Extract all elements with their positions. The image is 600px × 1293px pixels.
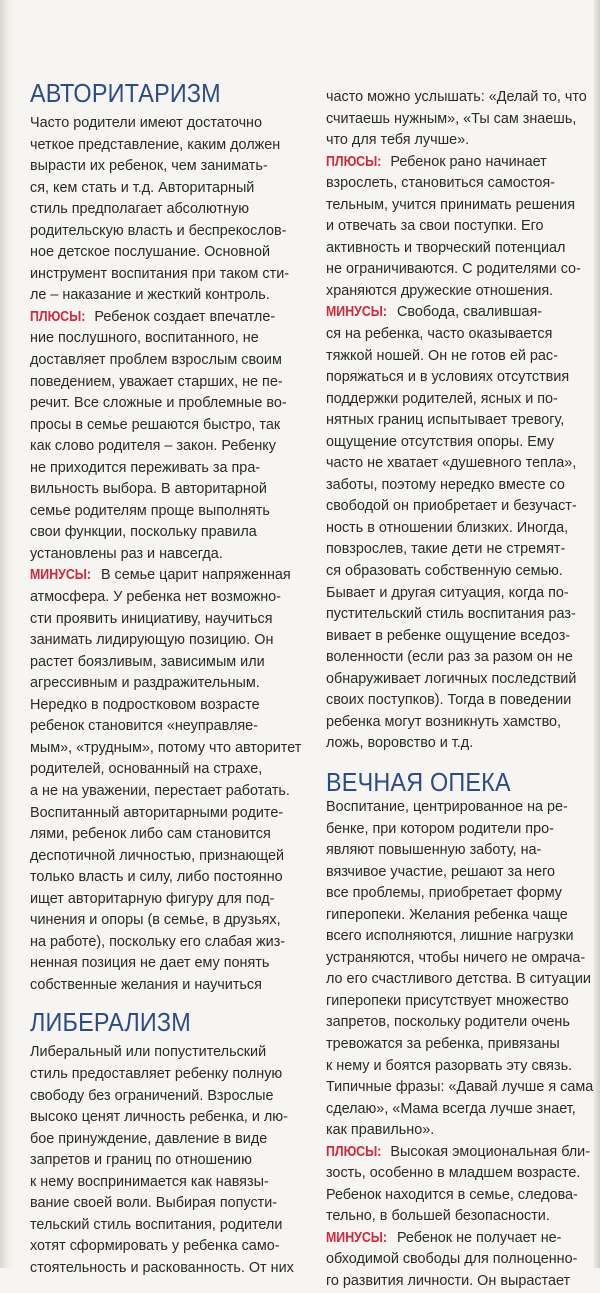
pros-label: ПЛЮСЫ: [30,308,86,325]
text-line [326,152,592,174]
text-line: высоко ценят личность ребенка, и лю- [30,1109,288,1126]
text-line: сти проявить инициативу, научиться [30,610,273,627]
text-line: к нему и боятся разорвать эту связь. [326,1057,573,1074]
text-line: вильность выбора. В авторитарной [30,481,267,498]
text-line: стиль предоставляет ребенку полную [30,1065,283,1082]
text-line: что для тебя лучше». [326,132,470,149]
authoritarianism-pros [30,307,302,566]
text-line: атмосфера. У ребенка нет возможно- [30,589,281,606]
text-line: ся, кем стать и т.д. Авторитарный [30,179,255,196]
text-line: как правильно». [326,1122,435,1139]
text-line: к нему воспринимается как навязы- [30,1173,269,1190]
text-line: агрессивным и раздражительным. [30,675,260,692]
text-line: Воспитанный авторитарными родите- [30,804,284,821]
text-line: все проблемы, приобретает форму [326,885,562,902]
text-line: тревожатся за ребенка, привязаны [326,1035,560,1052]
text-line: вязчивое участие, решают за него [326,863,556,880]
text-line: заботы, поэтому нередко вместе со [326,476,565,493]
text-line: часто можно услышать: «Делай то, что [326,89,587,105]
text-line: стиль предполагает абсолютную [30,201,250,218]
text-line: только власть и силу, либо постоянно [30,869,283,886]
text-line: хотят сформировать у ребенка само- [30,1238,280,1255]
liberalism-cons [326,302,592,754]
text-line: родительскую власть и беспрекослов- [30,222,287,239]
text-line: всего исполняются, лишние нагрузки [326,928,574,945]
text-fragment: Ребенок не получает не- [396,1229,562,1246]
text-line: Воспитание, центрированное на ре- [326,798,568,815]
cons-label: МИНУСЫ: [326,1229,388,1246]
text-line: гиперопеки присутствует множество [326,992,569,1009]
text-line: тяжкой ношей. Он не готов ей рас- [326,347,558,364]
text-line: не ограничиваются. С родителями со- [326,261,581,278]
text-line: бое принуждение, давление в виде [30,1130,268,1147]
eternal-care-intro [326,797,592,1142]
text-fragment: Высокая эмоциональная бли- [390,1143,591,1160]
eternal-care-pros [326,1142,592,1228]
authoritarianism-intro [30,113,302,307]
text-line: повзрослев, такие дети не стремят- [326,541,566,558]
text-line: зость, особенно в младшем возрасте. [326,1165,581,1182]
liberalism-intro-continued [326,87,592,152]
text-line: обнаруживает логичных последствий [326,670,577,687]
text-line: взрослеть, становиться самостоя- [326,175,555,192]
text-line: ло его счастливого детства. В ситуации [326,971,591,988]
text-line: тельным, учится принимать решения [326,196,575,213]
text-line: своих поступков). Тогда в поведении [326,692,572,709]
text-line: чинения и опоры (в семье, в друзьях, [30,912,281,929]
text-fragment: Свобода, свалившая- [396,304,543,321]
text-line: запретов и границ по отношению [30,1152,252,1169]
text-line: четкое представление, каким должен [30,136,281,153]
text-line: ле – наказание и жесткий контроль. [30,287,270,304]
text-line: часто не хватает «душевного тепла», [326,455,577,472]
text-line: установлены раз и навсегда. [30,545,223,562]
text-fragment: Ребенок создает впечатле- [94,308,276,325]
text-line: просы в семье решаются быстро, так [30,416,281,433]
text-line: ненная позиция не дает ему понять [30,955,270,972]
text-line: храняются дружеские отношения. [326,282,554,299]
text-line: поряжаться и в условиях отсутствия [326,369,570,386]
heading-eternal-care: ВЕЧНАЯ ОПЕКА [326,766,511,797]
text-line: обходимой свободы для полноценно- [326,1251,578,1268]
text-line [326,302,592,324]
liberalism-pros [326,152,592,303]
page-gutter-shadow [0,0,14,1268]
text-line: а не на уважении, перестает работать. [30,782,290,799]
text-line: считаешь нужным», «Ты сам знаешь, [326,110,577,127]
text-line: на работе), поскольку его слабая жиз- [30,933,286,950]
text-line: го развития личности. Он вырастает [326,1272,571,1289]
text-line: Ребенок находится в семье, следова- [326,1186,578,1203]
text-line: поведением, уважает старших, не пе- [30,373,283,390]
text-line [326,1142,592,1164]
text-line: тельский стиль воспитания, родители [30,1216,283,1233]
text-line: вивает в ребенке ощущение вседоз- [326,627,571,644]
text-line [326,1228,592,1250]
text-line: ся образовать собственную семью. [326,563,563,580]
text-line: свои функции, поскольку правила [30,524,257,541]
text-line: являют повышенную заботу, на- [326,842,542,859]
text-line: нятных границ испытывает тревогу, [326,412,565,429]
text-line: не приходится переживать за пра- [30,459,261,476]
text-line: воленности (если раз за разом он не [326,649,573,666]
text-line: занимать лидирующую позицию. Он [30,632,274,649]
text-line: деспотичной личностью, признающей [30,847,285,864]
text-line: ное детское послушание. Основной [30,244,271,261]
text-line: доставляет проблем взрослым своим [30,352,282,369]
text-line: вырасти их ребенок, чем занимать- [30,158,268,175]
text-fragment: В семье царит напряженная [100,567,291,584]
text-line: речит. Все сложные и проблемные во- [30,395,287,412]
text-line: ребенка могут возникнуть хамство, [326,713,562,730]
heading-authoritarianism: АВТОРИТАРИЗМ [30,78,221,108]
text-line: устраняются, чтобы ничего не омрача- [326,949,586,966]
text-line: свободу без ограничений. Взрослые [30,1087,274,1104]
text-fragment: Ребенок рано начинает [390,153,547,170]
text-line: свободой он приобретает и безучаст- [326,498,577,515]
text-line: ложь, воровство и т.д. [326,735,474,752]
liberalism-intro [30,1042,302,1279]
text-line: ощущение отсутствия опоры. Ему [326,433,555,450]
text-line: собственные желания и научиться [30,976,262,993]
text-line [30,565,302,587]
text-line: ищет авторитарную фигуру для под- [30,890,275,907]
text-line: инструмент воспитания при таком сти- [30,265,290,282]
heading-liberalism: ЛИБЕРАЛИЗМ [30,1007,191,1038]
pros-label: ПЛЮСЫ: [326,153,382,170]
text-line: мым», «трудным», потому что авторитет [30,739,302,756]
text-line: как слово родителя – закон. Ребенку [30,438,276,455]
text-line: запретов, поскольку родители очень [326,1014,570,1031]
page-edge-shadow [593,0,600,1268]
cons-label: МИНУСЫ: [326,304,388,321]
text-line: сделаю», «Мама всегда лучше знает, [326,1100,576,1117]
text-line: Бывает и другая ситуация, когда по- [326,584,569,601]
eternal-care-cons [326,1228,592,1293]
authoritarianism-cons [30,565,302,996]
pros-label: ПЛЮСЫ: [326,1143,382,1160]
text-line: и отвечать за свои поступки. Его [326,218,544,235]
text-line: ся на ребенка, часто оказывается [326,326,553,343]
text-line: растет боязливым, зависимым или [30,653,265,670]
text-line: вание своей воли. Выбирая попусти- [30,1195,278,1212]
text-line: тельно, в большей безопасности. [326,1208,550,1225]
text-line: ребенок становится «неуправляе- [30,718,258,735]
text-line: гиперопеки. Желания ребенка чаще [326,906,568,923]
text-line: Либеральный или попустительский [30,1044,267,1061]
text-line: ность в отношении близких. Иногда, [326,519,569,536]
cons-label: МИНУСЫ: [30,567,92,584]
text-line: стоятельность и раскованность. От них [30,1259,294,1276]
text-line: родителей, основанный на страхе, [30,761,263,778]
right-column [326,0,592,1293]
text-line: ние послушного, воспитанного, не [30,330,259,347]
text-line [30,307,302,329]
text-line: бенке, при котором родители про- [326,820,554,837]
text-line: активность и творческий потенциал [326,239,566,256]
text-line: Типичные фразы: «Давай лучше я сама [326,1079,594,1096]
left-column [30,0,302,1279]
text-line: поддержки родителей, ясных и по- [326,390,558,407]
text-line: семье родителям проще выполнять [30,502,270,519]
text-line: Часто родители имеют достаточно [30,115,263,131]
text-line: лями, ребенок либо сам становится [30,826,271,843]
text-line: Нередко в подростковом возрасте [30,696,260,713]
text-line: пустительский стиль воспитания раз- [326,606,576,623]
